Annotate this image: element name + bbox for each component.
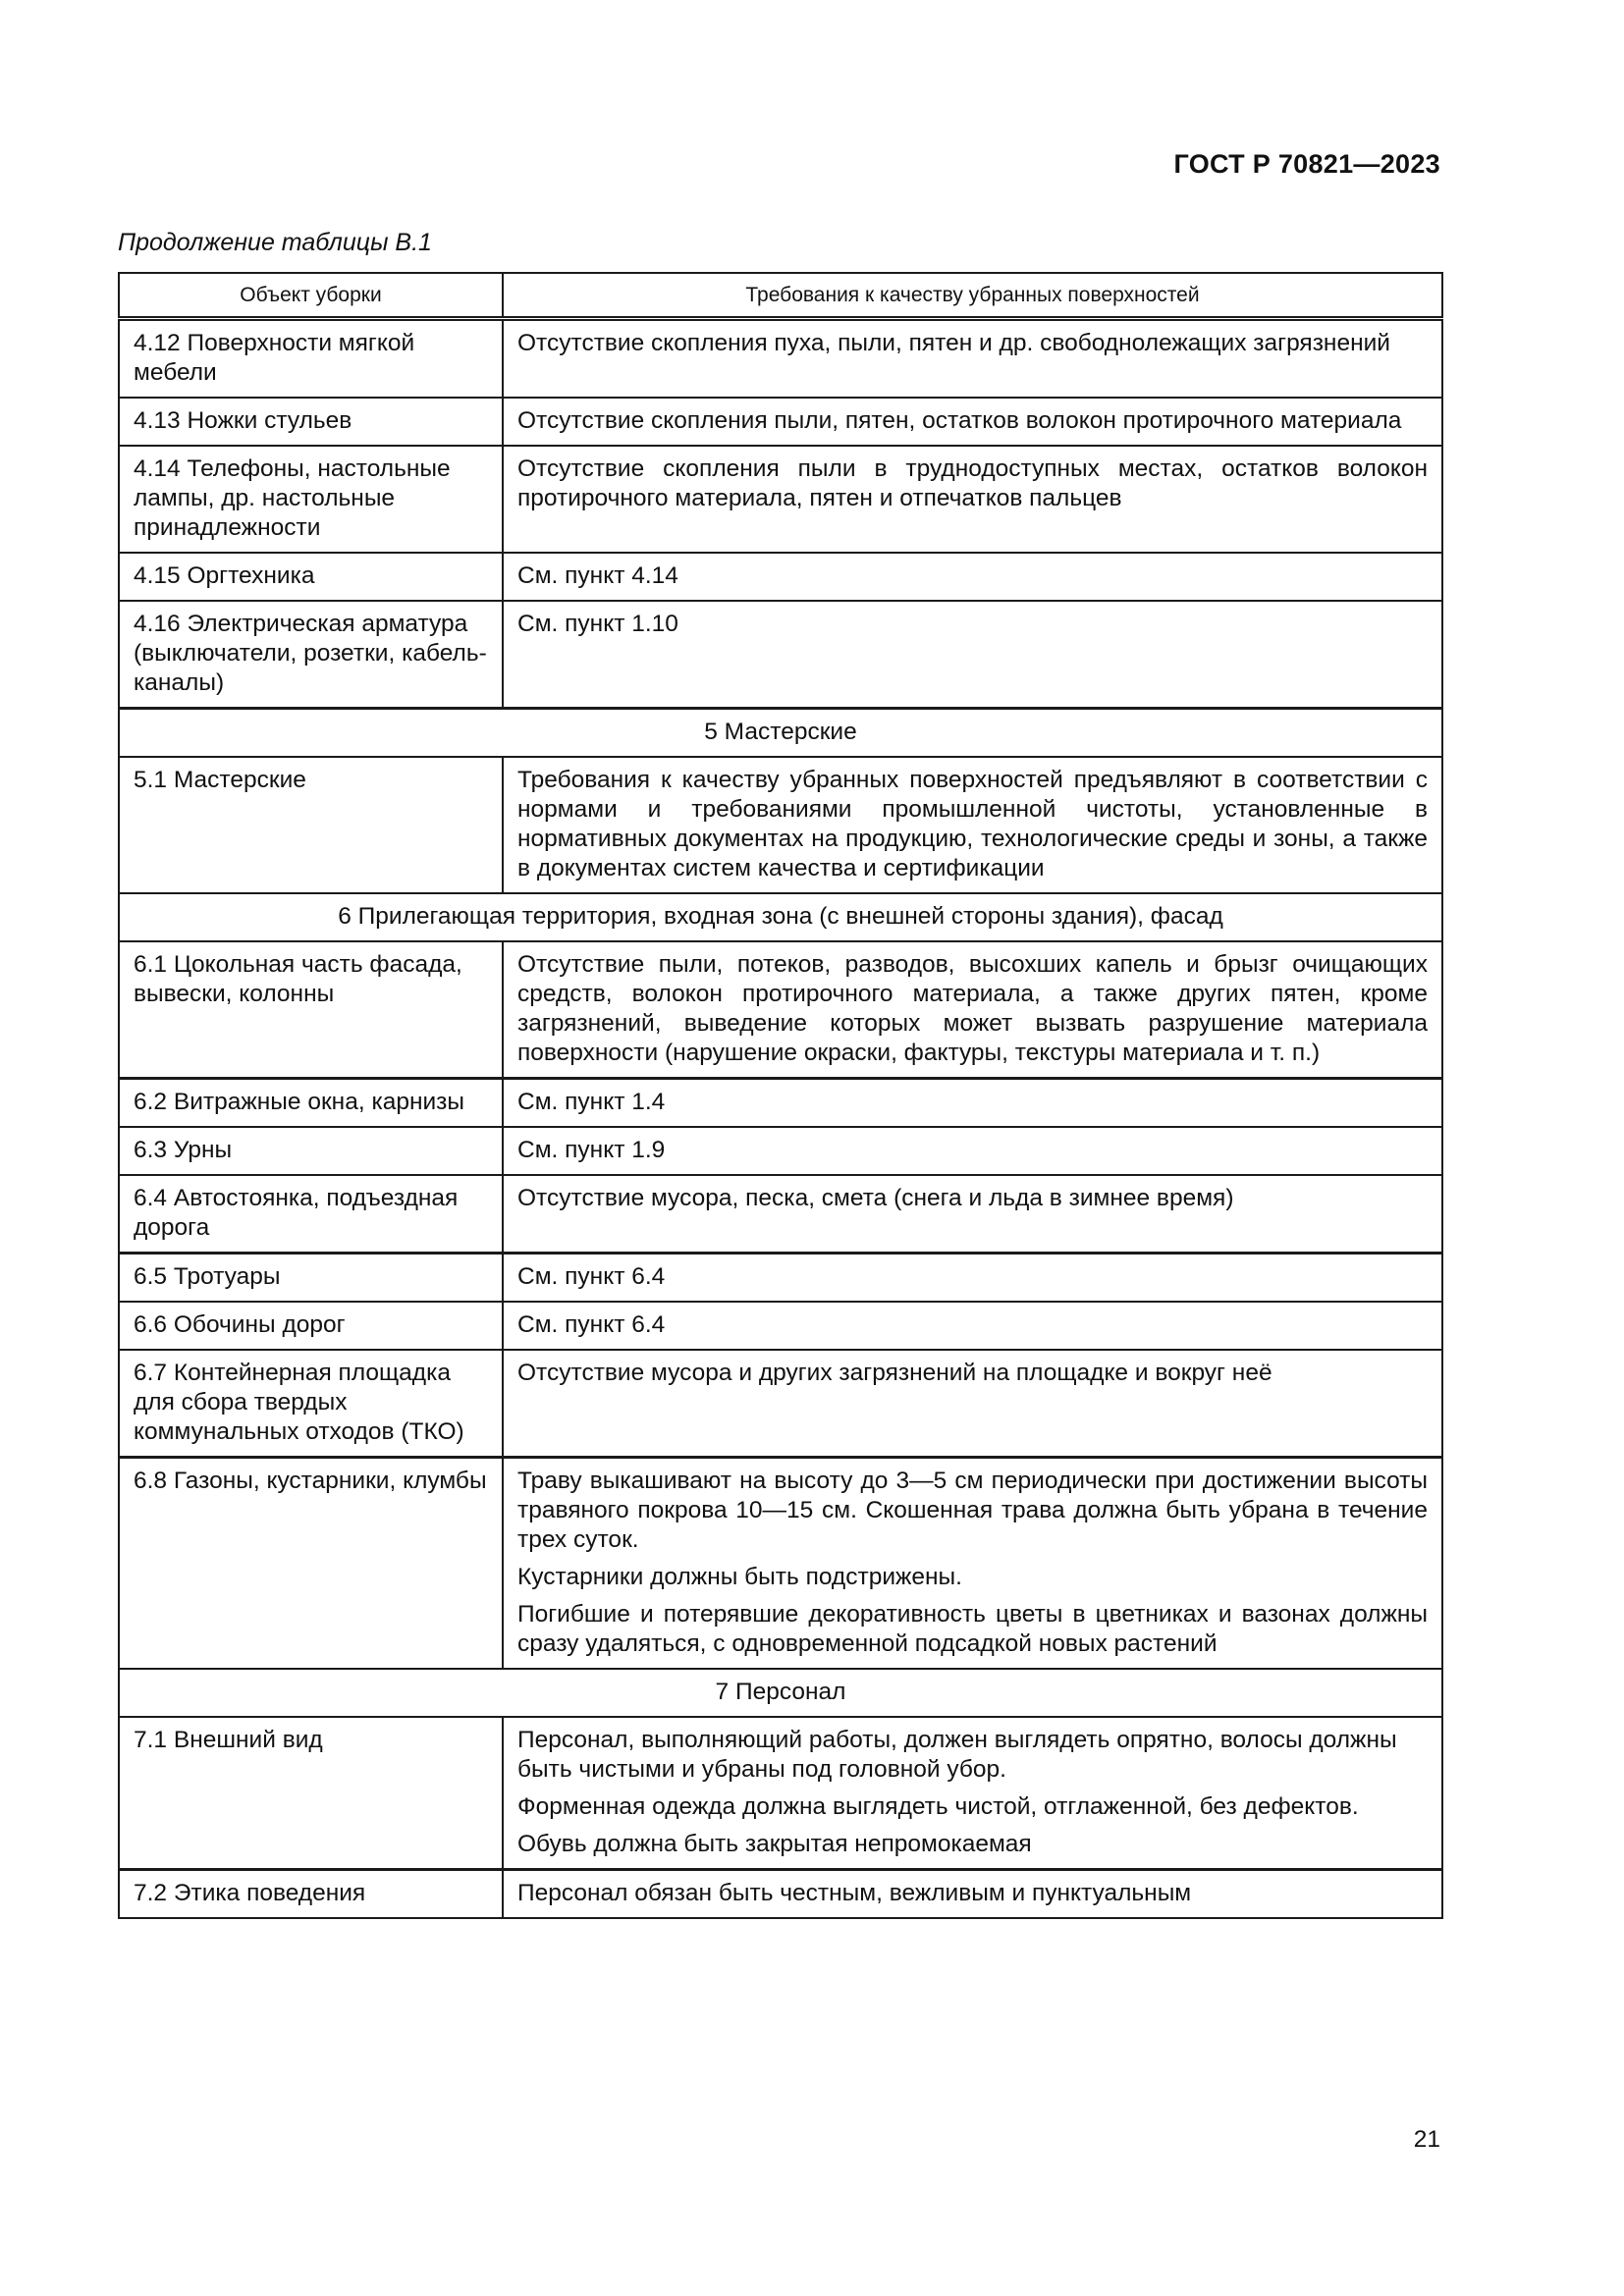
section-title: 5 Мастерские bbox=[119, 709, 1442, 758]
row-requirement bbox=[503, 1458, 1442, 1670]
row-object: 4.12 Поверхности мягкой мебели bbox=[119, 319, 503, 399]
row-requirement: Отсутствие скопления пыли, пятен, остатков волокон протирочного материала bbox=[503, 398, 1442, 446]
row-requirement: Отсутствие мусора, песка, смета (снега и льда в зимнее время) bbox=[503, 1175, 1442, 1254]
row-requirement: См. пункт 6.4 bbox=[503, 1254, 1442, 1303]
row-object: 6.4 Автостоянка, подъездная дорога bbox=[119, 1175, 503, 1254]
column-header-object: Объект уборки bbox=[119, 273, 503, 319]
row-requirement: Отсутствие скопления пыли в труднодоступных местах, остатков волокон протирочного материала, пятен и отпечатков пальцев bbox=[503, 446, 1442, 553]
row-requirement: См. пункт 1.4 bbox=[503, 1079, 1442, 1128]
requirement-paragraph: Обувь должна быть закрытая непромокаемая bbox=[517, 1831, 1032, 1857]
row-requirement: Персонал обязан быть честным, вежливым и пунктуальным bbox=[503, 1870, 1442, 1919]
section-row bbox=[119, 893, 1442, 941]
row-object: 6.5 Тротуары bbox=[119, 1254, 503, 1303]
section-title: 6 Прилегающая территория, входная зона (с внешней стороны здания), фасад bbox=[119, 893, 1442, 941]
row-object: 6.2 Витражные окна, карнизы bbox=[119, 1079, 503, 1128]
table-row bbox=[119, 601, 1442, 709]
table-row bbox=[119, 1079, 1442, 1128]
row-object: 6.1 Цокольная часть фасада, вывески, колонны bbox=[119, 941, 503, 1079]
row-object: 6.6 Обочины дорог bbox=[119, 1302, 503, 1350]
column-header-requirements: Требования к качеству убранных поверхностей bbox=[503, 273, 1442, 319]
table-row bbox=[119, 757, 1442, 893]
row-object: 6.8 Газоны, кустарники, клумбы bbox=[119, 1458, 503, 1670]
row-object: 4.16 Электрическая арматура (выключатели, розетки, кабель-каналы) bbox=[119, 601, 503, 709]
row-requirement: Отсутствие скопления пуха, пыли, пятен и др. свободнолежащих загрязнений bbox=[503, 319, 1442, 399]
requirement-paragraph: Траву выкашивают на высоту до 3—5 см периодически при достижении высоты травяного покрова 10—15 см. Скошенная трава должна быть убрана в течение трех суток. bbox=[517, 1468, 1428, 1553]
section-row bbox=[119, 1669, 1442, 1717]
row-requirement: См. пункт 6.4 bbox=[503, 1302, 1442, 1350]
table-header-row bbox=[119, 273, 1442, 319]
document-code: ГОСТ Р 70821—2023 bbox=[1173, 149, 1440, 179]
requirement-paragraph: Форменная одежда должна выглядеть чистой, отглаженной, без дефектов. bbox=[517, 1793, 1359, 1820]
table-row bbox=[119, 446, 1442, 553]
row-requirement: Требования к качеству убранных поверхностей предъявляют в соответствии с нормами и требованиями промышленной чистоты, установленные в нормативных документах на продукцию, технологические среды и зоны, а также в документах систем качества и сертификации bbox=[503, 757, 1442, 893]
table-row bbox=[119, 398, 1442, 446]
requirements-table bbox=[118, 272, 1443, 1919]
table-row bbox=[119, 553, 1442, 601]
section-title: 7 Персонал bbox=[119, 1669, 1442, 1717]
table-row bbox=[119, 1302, 1442, 1350]
table-row bbox=[119, 1127, 1442, 1175]
row-requirement bbox=[503, 1717, 1442, 1870]
row-object: 4.14 Телефоны, настольные лампы, др. настольные принадлежности bbox=[119, 446, 503, 553]
row-requirement: См. пункт 1.10 bbox=[503, 601, 1442, 709]
requirement-paragraph: Персонал, выполняющий работы, должен выглядеть опрятно, волосы должны быть чистыми и убраны под головной убор. bbox=[517, 1727, 1397, 1783]
table-row bbox=[119, 1350, 1442, 1458]
row-object: 4.13 Ножки стульев bbox=[119, 398, 503, 446]
row-object: 4.15 Оргтехника bbox=[119, 553, 503, 601]
table-row bbox=[119, 1870, 1442, 1919]
row-object: 6.7 Контейнерная площадка для сбора твердых коммунальных отходов (ТКО) bbox=[119, 1350, 503, 1458]
row-object: 5.1 Мастерские bbox=[119, 757, 503, 893]
table-continuation-caption: Продолжение таблицы В.1 bbox=[118, 229, 432, 256]
row-requirement: Отсутствие пыли, потеков, разводов, высохших капель и брызг очищающих средств, волокон протирочного материала, а также других пятен, кроме загрязнений, выведение которых может вызвать разрушение материала поверхности (нарушение окраски, фактуры, текстуры материала и т. п.) bbox=[503, 941, 1442, 1079]
table-row bbox=[119, 1175, 1442, 1254]
requirement-paragraph: Погибшие и потерявшие декоративность цветы в цветниках и вазонах должны сразу удаляться, с одновременной подсадкой новых растений bbox=[517, 1601, 1428, 1657]
table-row bbox=[119, 319, 1442, 399]
table-row bbox=[119, 941, 1442, 1079]
row-object: 7.2 Этика поведения bbox=[119, 1870, 503, 1919]
table-row bbox=[119, 1717, 1442, 1870]
table-row bbox=[119, 1458, 1442, 1670]
requirement-paragraph: Кустарники должны быть подстрижены. bbox=[517, 1564, 962, 1590]
page-number: 21 bbox=[1413, 2126, 1440, 2153]
table-row bbox=[119, 1254, 1442, 1303]
row-requirement: См. пункт 1.9 bbox=[503, 1127, 1442, 1175]
row-object: 6.3 Урны bbox=[119, 1127, 503, 1175]
row-object: 7.1 Внешний вид bbox=[119, 1717, 503, 1870]
row-requirement: Отсутствие мусора и других загрязнений на площадке и вокруг неё bbox=[503, 1350, 1442, 1458]
section-row bbox=[119, 709, 1442, 758]
row-requirement: См. пункт 4.14 bbox=[503, 553, 1442, 601]
